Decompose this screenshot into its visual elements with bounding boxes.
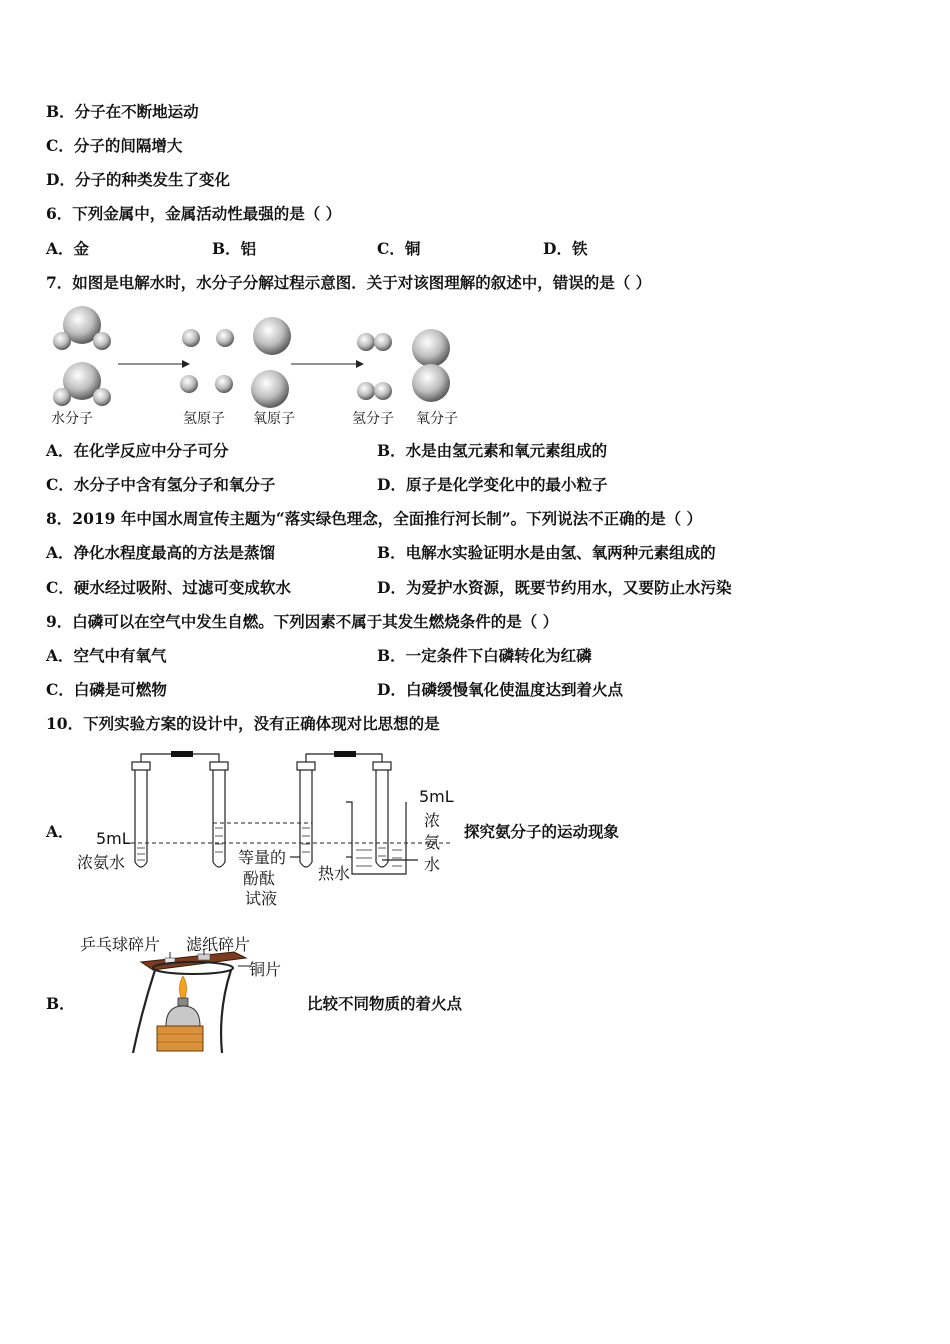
q9-option-c: C．白磷是可燃物 [46, 680, 167, 699]
q8-option-a: A．净化水程度最高的方法是蒸馏 [46, 543, 276, 562]
label-oxygen-molecule: 氧分子 [416, 411, 458, 427]
label-right-1: 浓 [424, 811, 441, 830]
label-right-3: 水 [424, 855, 441, 874]
label-hot-water: 热水 [318, 864, 351, 883]
label-hydrogen-atom: 氢原子 [183, 411, 225, 427]
q9-option-b: B．一定条件下白磷转化为红磷 [377, 646, 592, 665]
q7-option-d: D．原子是化学变化中的最小粒子 [377, 475, 608, 494]
label-hydrogen-molecule: 氢分子 [352, 411, 394, 427]
q6-option-d: D．铁 [543, 239, 588, 258]
q7-option-b: B．水是由氢元素和氧元素组成的 [377, 441, 608, 460]
label-water-molecule: 水分子 [51, 411, 93, 427]
label-right-volume: 5mL [419, 787, 454, 806]
label-reagent: 试液 [245, 889, 278, 908]
q8-option-c: C．硬水经过吸附、过滤可变成软水 [46, 578, 291, 597]
label-pingpong: 乒乓球碎片 [80, 935, 161, 954]
label-left-volume: 5mL [96, 829, 131, 848]
q10-option-b-letter: B． [46, 994, 75, 1013]
q7-stem: 7．如图是电解水时，水分子分解过程示意图．关于对该图理解的叙述中，错误的是（ ） [46, 273, 652, 292]
q6-option-c: C．铜 [377, 239, 421, 258]
label-filter-paper: 滤纸碎片 [186, 935, 251, 954]
q7-option-a: A．在化学反应中分子可分 [46, 441, 229, 460]
label-copper-plate: 铜片 [249, 960, 282, 979]
label-left-ammonia: 浓氨水 [77, 853, 126, 872]
q5-option-d: D．分子的种类发生了变化 [46, 170, 230, 189]
q7-option-c: C．水分子中含有氢分子和氧分子 [46, 475, 276, 494]
label-oxygen-atom: 氧原子 [253, 411, 295, 427]
label-equal: 等量的 [238, 848, 287, 867]
q6-stem: 6．下列金属中，金属活动性最强的是（ ） [46, 204, 342, 223]
wooden-block [157, 1026, 203, 1051]
q8-option-b: B．电解水实验证明水是由氢、氧两种元素组成的 [377, 543, 716, 562]
label-right-2: 氨 [424, 833, 441, 852]
q6-option-a: A．金 [46, 239, 90, 258]
q10-stem: 10．下列实验方案的设计中，没有正确体现对比思想的是 [46, 714, 440, 733]
q9-stem: 9．白磷可以在空气中发生自燃。下列因素不属于其发生燃烧条件的是（ ） [46, 612, 559, 631]
q8-stem: 8．2019 年中国水周宣传主题为“落实绿色理念，全面推行河长制”。下列说法不正确的是（ ） [46, 509, 703, 528]
q5-option-c: C．分子的间隔增大 [46, 136, 183, 155]
flame-icon [179, 976, 186, 998]
q8-option-d: D．为爱护水资源，既要节约用水，又要防止水污染 [377, 578, 732, 597]
q9-option-a: A．空气中有氧气 [46, 646, 167, 665]
q10-option-a-description: 探究氨分子的运动现象 [464, 822, 620, 841]
q10-option-a-letter: A． [46, 822, 74, 841]
q10-option-b-description: 比较不同物质的着火点 [307, 994, 463, 1013]
alcohol-lamp-icon [166, 1006, 200, 1026]
label-phenolphthalein: 酚酞 [243, 869, 276, 888]
q6-option-b: B．铝 [212, 239, 257, 258]
q9-option-d: D．白磷缓慢氧化使温度达到着火点 [377, 680, 623, 699]
q5-option-b: B．分子在不断地运动 [46, 102, 199, 121]
